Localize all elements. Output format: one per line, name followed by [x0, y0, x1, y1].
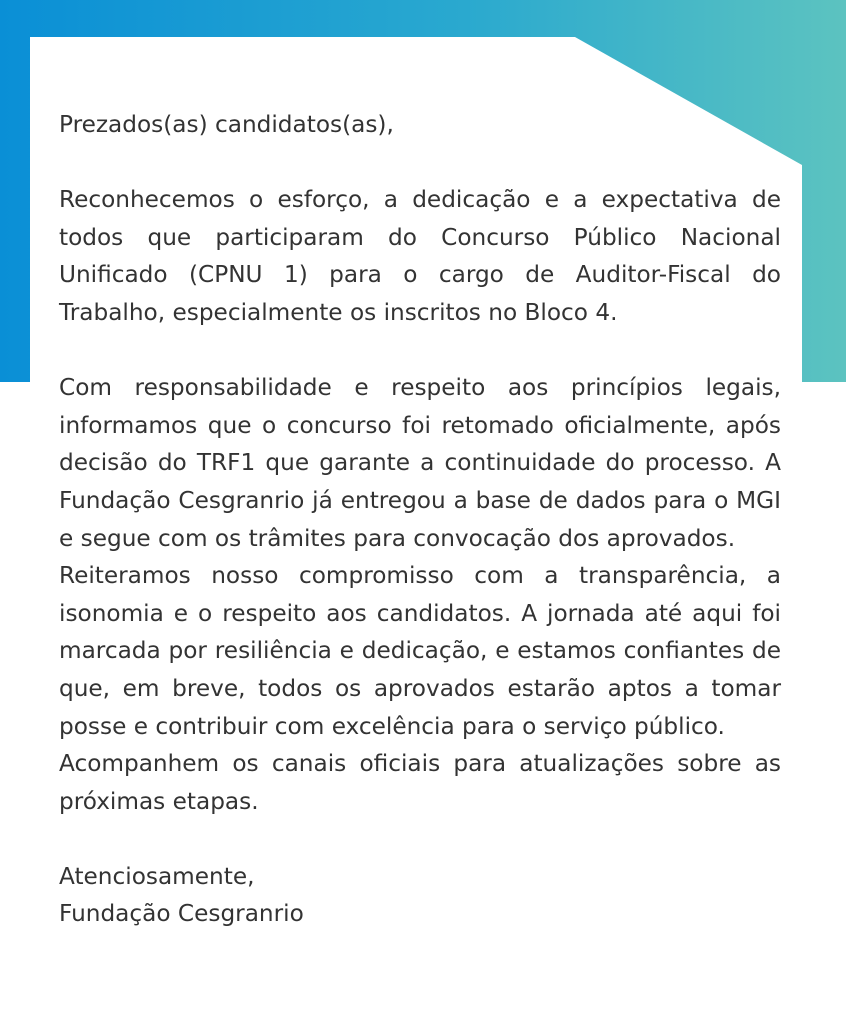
paragraph-recognition: Reconhecemos o esforço, a dedicação e a expectativa de todos que participaram do Concurso Público Nacional Unificado (CPNU 1) para o cargo de Auditor-Fiscal do Trabalho, especialmente os inscritos no Bloco 4.: [59, 186, 781, 326]
paragraph-follow-channels: Acompanhem os canais oficiais para atualizações sobre as próximas etapas.: [59, 750, 781, 815]
letter-body: [59, 106, 781, 933]
spacer: [59, 144, 781, 182]
spacer: [59, 820, 781, 858]
greeting: Prezados(as) candidatos(as),: [59, 111, 394, 138]
closing: Atenciosamente,: [59, 862, 255, 890]
signature: Fundação Cesgranrio: [59, 900, 304, 928]
spacer: [59, 332, 781, 370]
paragraph-resumption: Com responsabilidade e respeito aos princípios legais, informamos que o concurso foi retomado oficialmente, após decisão do TRF1 que garante a continuidade do processo. A Fundação Cesgranrio já entregou a base de dados para o MGI e segue com os trâmites para convocação dos aprovados.: [59, 374, 781, 552]
paragraph-commitment: Reiteramos nosso compromisso com a transparência, a isonomia e o respeito aos candidatos. A jornada até aqui foi marcada por resiliência e dedicação, e estamos confiantes de que, em breve, todos os aprovados estarão aptos a tomar posse e contribuir com excelência para o serviço público.: [59, 562, 781, 740]
